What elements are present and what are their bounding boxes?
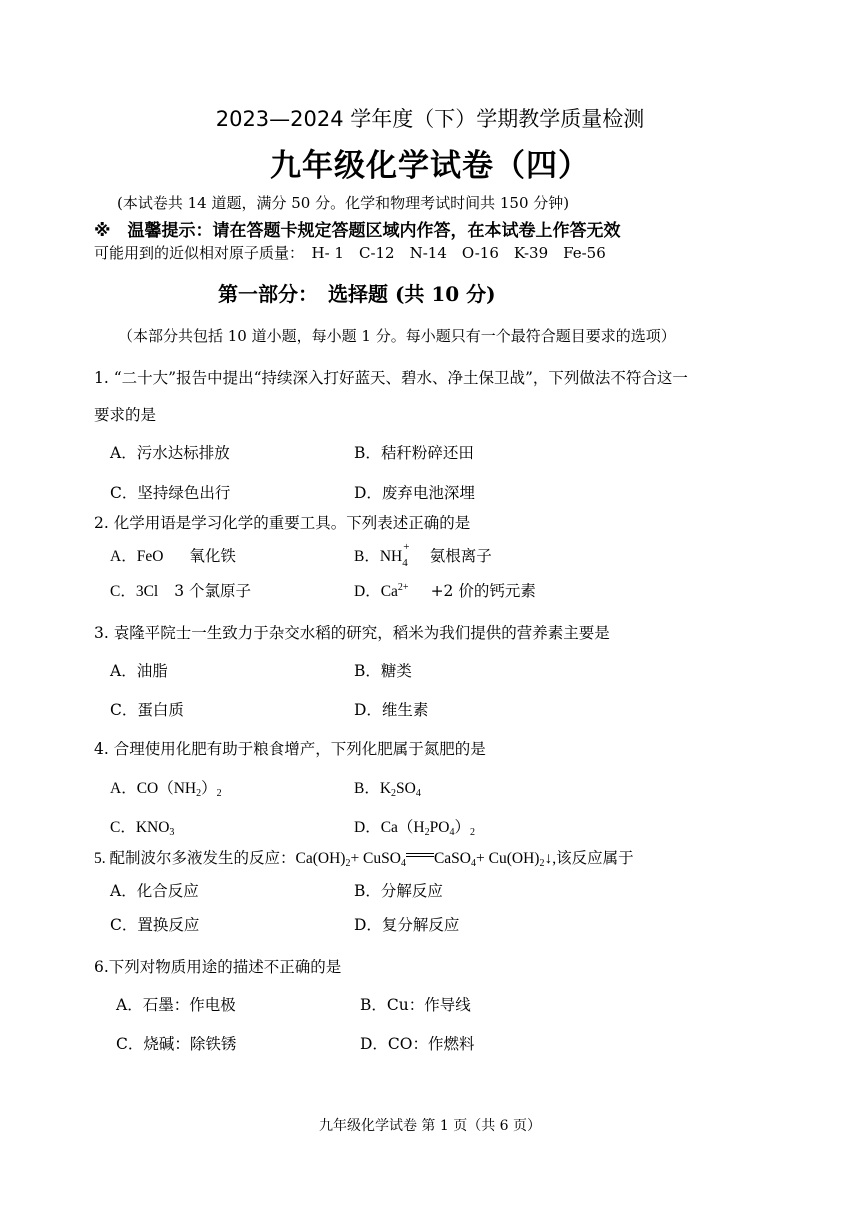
- q6-option-c: C．烧碱：除铁锈: [116, 1035, 237, 1053]
- q3-option-d: D．维生素: [354, 701, 429, 719]
- q2-c-formula: C．3Cl: [110, 583, 159, 600]
- q4-a-part: ）: [201, 780, 217, 797]
- q5-sub: 4: [400, 858, 406, 869]
- question-1-stem: 1. “二十大”报告中提出“持续深入打好蓝天、碧水、净土保卫战”，下列做法不符合这一: [94, 369, 688, 387]
- q4-d-part: PO: [429, 819, 450, 836]
- q4-c-part: C．KNO: [110, 819, 170, 836]
- q1-option-d: D．废弃电池深埋: [354, 484, 475, 502]
- q2-d-text: +2 价的钙元素: [430, 582, 536, 600]
- exam-title: 九年级化学试卷（四）: [270, 148, 590, 184]
- q4-b-part: SO: [396, 780, 416, 797]
- q5-sub: 2: [345, 858, 351, 869]
- q4-option-c: [110, 815, 174, 838]
- q2-option-d: [354, 579, 536, 601]
- q4-a-part: A．CO（NH: [110, 780, 197, 797]
- warm-tip: ※ 温馨提示：请在答题卡规定答题区域内作答，在本试卷上作答无效: [94, 221, 621, 241]
- q4-b-part: B．K: [354, 780, 392, 797]
- exam-info: (本试卷共 14 道题，满分 50 分。化学和物理考试时间共 150 分钟): [117, 194, 570, 212]
- q3-option-a: A．油脂: [110, 662, 168, 680]
- q2-a-text: 氧化铁: [189, 547, 236, 565]
- q5-stem-part: + Cu(OH): [476, 850, 540, 867]
- q5-stem-part: ↓,该反应属于: [544, 850, 634, 867]
- q6-option-b: B．Cu：作导线: [360, 996, 471, 1014]
- q1-option-c: C．坚持绿色出行: [110, 484, 231, 502]
- exam-header-line: 2023—2024 学年度（下）学期教学质量检测: [215, 107, 645, 131]
- q4-d-part: D．Ca（H: [354, 819, 425, 836]
- q2-option-b: [354, 541, 492, 569]
- q5-option-c: C．置换反应: [110, 916, 200, 934]
- equals-double-line: [406, 851, 434, 859]
- q6-option-a: A．石墨：作电极: [116, 996, 236, 1014]
- page-footer: 九年级化学试卷 第 1 页（共 6 页）: [318, 1118, 542, 1134]
- q5-sub: 4: [471, 858, 477, 869]
- q5-option-d: D．复分解反应: [354, 916, 460, 934]
- q4-a-sub: 2: [196, 788, 202, 799]
- q2-d-charge: 2+: [397, 582, 409, 593]
- section-title: 第一部分： 选择题 (共 10 分): [218, 282, 496, 306]
- q4-option-b: [354, 776, 421, 799]
- q4-option-d: [354, 815, 475, 838]
- q3-option-b: B．糖类: [354, 662, 412, 680]
- atomic-mass-line: 可能用到的近似相对原子质量： H- 1 C-12 N-14 O-16 K-39 Fe-56: [94, 244, 606, 262]
- q4-c-sub: 3: [169, 827, 175, 838]
- section-note: （本部分共包括 10 道小题，每小题 1 分。每小题只有一个最符合题目要求的选项）: [118, 327, 676, 345]
- q2-b-charge: +: [403, 541, 410, 553]
- q5-option-b: B．分解反应: [354, 882, 443, 900]
- q2-option-a: [110, 544, 236, 566]
- q5-option-a: A．化合反应: [110, 882, 199, 900]
- q4-d-sub: 2: [469, 827, 475, 838]
- question-2-stem: 2. 化学用语是学习化学的重要工具。下列表述正确的是: [94, 514, 471, 532]
- q4-b-sub: 2: [391, 788, 397, 799]
- question-5-stem: [94, 846, 634, 869]
- q2-b-formula: B．NH: [354, 548, 403, 565]
- q2-d-formula: D．Ca: [354, 583, 398, 600]
- q1-option-b: B．秸秆粉碎还田: [354, 444, 474, 462]
- q5-stem-part: + CuSO: [350, 850, 401, 867]
- q4-d-part: ）: [454, 819, 470, 836]
- q4-option-a: [110, 776, 222, 799]
- q5-stem-part: CaSO: [433, 850, 472, 867]
- q4-b-sub: 4: [415, 788, 421, 799]
- question-3-stem: 3. 袁隆平院士一生致力于杂交水稻的研究，稻米为我们提供的营养素主要是: [94, 624, 610, 642]
- q4-d-sub: 2: [424, 827, 430, 838]
- q2-b-text: 氨根离子: [429, 547, 492, 565]
- q5-sub: 2: [539, 858, 545, 869]
- q2-a-formula: A．FeO: [110, 548, 164, 565]
- q3-option-c: C．蛋白质: [110, 701, 184, 719]
- question-1-stem-cont: 要求的是: [94, 406, 157, 424]
- q1-option-a: A．污水达标排放: [110, 444, 230, 462]
- q2-b-subscript: 4: [402, 557, 408, 569]
- question-6-stem: 6.下列对物质用途的描述不正确的是: [94, 958, 342, 976]
- question-4-stem: 4. 合理使用化肥有助于粮食增产，下列化肥属于氮肥的是: [94, 740, 486, 758]
- q5-stem-part: 5. 配制波尔多液发生的反应：Ca(OH): [94, 850, 346, 867]
- q4-d-sub: 4: [449, 827, 455, 838]
- q2-option-c: [110, 579, 251, 601]
- q2-c-text: 3 个氯原子: [174, 582, 252, 600]
- q4-a-sub: 2: [216, 788, 222, 799]
- q6-option-d: D．CO：作燃料: [360, 1035, 475, 1053]
